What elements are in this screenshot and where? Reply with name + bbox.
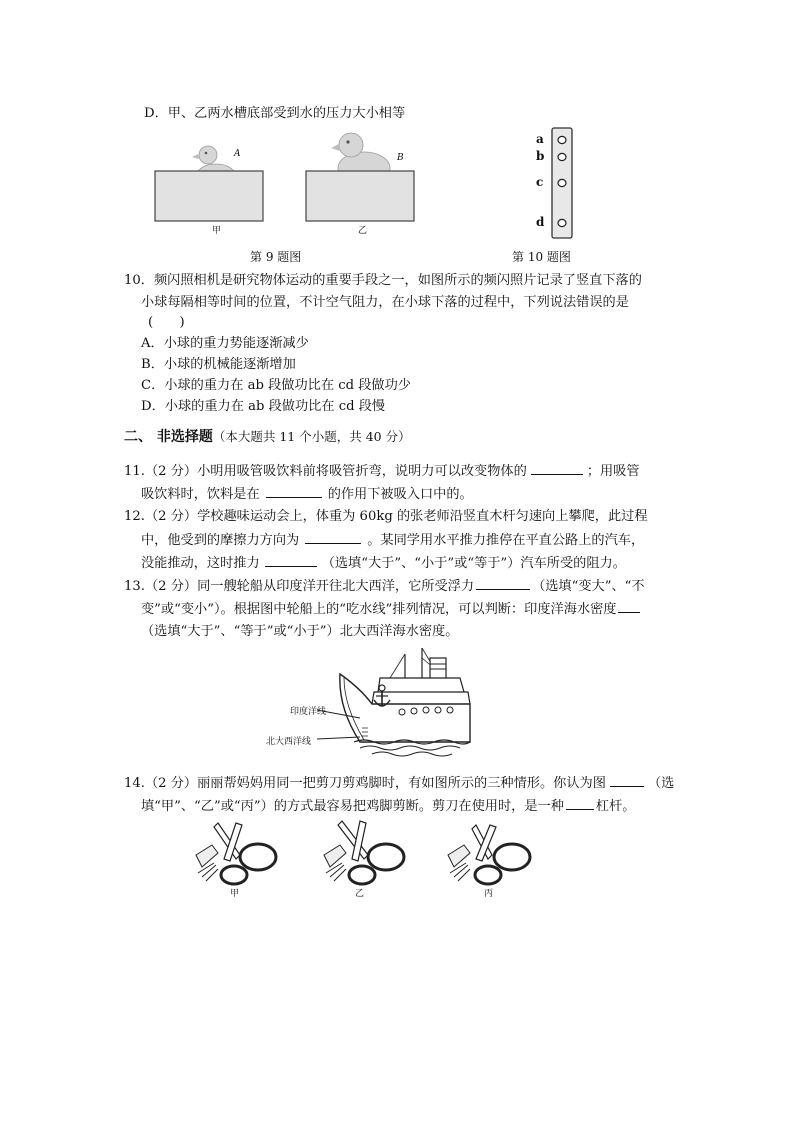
ball-a xyxy=(558,136,566,143)
q9-figure xyxy=(150,138,420,238)
section2-title: 二、 非选择题 xyxy=(124,429,213,445)
q10-option-b: B．小球的机械能逐渐增加 xyxy=(141,357,296,372)
q9-caption: 第 9 题图 xyxy=(250,250,302,264)
point-c: c xyxy=(536,175,544,189)
q14-blank1[interactable] xyxy=(610,774,644,787)
q14-text-b: （选 xyxy=(647,776,675,791)
q13-text-b: （选填“变大”、“不 xyxy=(532,579,645,594)
q13-line1 xyxy=(124,577,645,596)
q12-text-d: （选填“大于”、“小于”或“等于”）汽车所受的阻力。 xyxy=(321,556,626,571)
q12-text-b: 。某同学用水平推力推停在平直公路上的汽车， xyxy=(367,533,645,548)
q13-line3: （选填“大于”、“等于”或“小于”）北大西洋海水密度。 xyxy=(141,624,459,639)
section2-heading xyxy=(124,428,411,446)
q10-option-d: D．小球的重力在 ab 段做功比在 cd 段慢 xyxy=(141,399,386,414)
tank-left xyxy=(155,171,263,221)
point-d: d xyxy=(536,215,545,229)
scissors-icon xyxy=(324,821,404,884)
ship-figure xyxy=(320,648,470,756)
ball-c xyxy=(558,179,566,186)
q11-text-a: 11.（2 分）小明用吸管吸饮料前将吸管折弯，说明力可以改变物体的 xyxy=(124,464,527,479)
label-north-atlantic: 北大西洋线 xyxy=(266,737,312,747)
label-indian-ocean: 印度洋线 xyxy=(290,707,327,717)
scissors-figure-jia xyxy=(188,815,283,887)
q12-line2 xyxy=(141,531,644,550)
q13-text-a: 13.（2 分）同一艘轮船从印度洋开往北大西洋，它所受浮力 xyxy=(124,579,475,594)
point-b: b xyxy=(536,149,545,163)
q11-line1 xyxy=(124,462,640,481)
section2-note: （本大题共 11 个小题，共 40 分） xyxy=(212,429,411,444)
q12-blank1[interactable] xyxy=(305,531,361,544)
label-a: A xyxy=(234,149,241,159)
q10-stem-line1: 10．频闪照相机是研究物体运动的重要手段之一，如图所示的频闪照片记录了竖直下落的 xyxy=(124,273,642,288)
q11-blank2[interactable] xyxy=(266,485,322,498)
scissors-icon xyxy=(448,825,530,884)
q10-stem-line2: 小球每隔相等时间的位置，不计空气阻力，在小球下落的过程中，下列说法错误的是 xyxy=(141,295,629,310)
q11-text-d: 的作用下被吸入口中的。 xyxy=(327,487,473,502)
q14-text-c: 填“甲”、“乙”或“丙”）的方式最容易把鸡脚剪断。剪刀在使用时，是一种 xyxy=(141,799,564,814)
q12-line1: 12.（2 分）学校趣味运动会上，体重为 60kg 的张老师沿竖直木杆匀速向上攀爬，此过程 xyxy=(124,509,648,524)
ball-b xyxy=(558,153,566,160)
q14-blank2[interactable] xyxy=(566,797,594,810)
q10-figure xyxy=(548,128,578,240)
q11-text-b: ；用吸管 xyxy=(586,464,640,479)
scissors-icon xyxy=(196,823,276,884)
q14-line1 xyxy=(124,774,674,793)
q11-blank1[interactable] xyxy=(531,462,583,475)
q14-line2 xyxy=(141,797,635,816)
scissors-label-jia: 甲 xyxy=(230,889,240,899)
q13-text-c: 变”或“变小”）。根据图中轮船上的“吃水线”排列情况，可以判断：印度洋海水密度 xyxy=(141,602,617,617)
point-a: a xyxy=(536,132,544,146)
q12-line3 xyxy=(141,554,626,573)
q12-text-c: 没能推动，这时推力 xyxy=(141,556,260,571)
tank-right-label: 乙 xyxy=(358,226,368,236)
q14-text-a: 14.（2 分）丽丽帮妈妈用同一把剪刀剪鸡脚时，有如图所示的三种情形。你认为图 xyxy=(124,776,606,791)
q13-blank1[interactable] xyxy=(476,577,530,590)
q13-line2 xyxy=(141,600,640,619)
q10-option-a: A．小球的重力势能逐渐减少 xyxy=(141,336,309,351)
tank-right xyxy=(306,171,414,221)
ball-d xyxy=(558,219,566,226)
q12-text-a: 中，他受到的摩擦力方向为 xyxy=(141,533,300,548)
q14-text-d: 杠杆。 xyxy=(595,799,636,814)
scissors-label-bing: 丙 xyxy=(484,889,494,899)
q11-text-c: 吸饮料时，饮料是在 xyxy=(141,487,260,502)
scissors-figure-bing xyxy=(440,815,535,887)
scissors-label-yi: 乙 xyxy=(355,889,365,899)
q13-blank2[interactable] xyxy=(618,600,640,613)
scissors-figure-yi xyxy=(316,815,411,887)
q9-option-d: D．甲、乙两水槽底部受到水的压力大小相等 xyxy=(144,106,406,121)
tank-left-label: 甲 xyxy=(212,226,222,236)
q10-caption: 第 10 题图 xyxy=(512,250,571,264)
atlantic-line xyxy=(317,737,360,739)
q11-line2 xyxy=(141,485,473,504)
label-b: B xyxy=(397,153,404,163)
q12-blank2[interactable] xyxy=(265,554,317,567)
q10-paren: ( ) xyxy=(148,315,185,330)
q10-option-c: C．小球的重力在 ab 段做功比在 cd 段做功少 xyxy=(141,378,411,393)
